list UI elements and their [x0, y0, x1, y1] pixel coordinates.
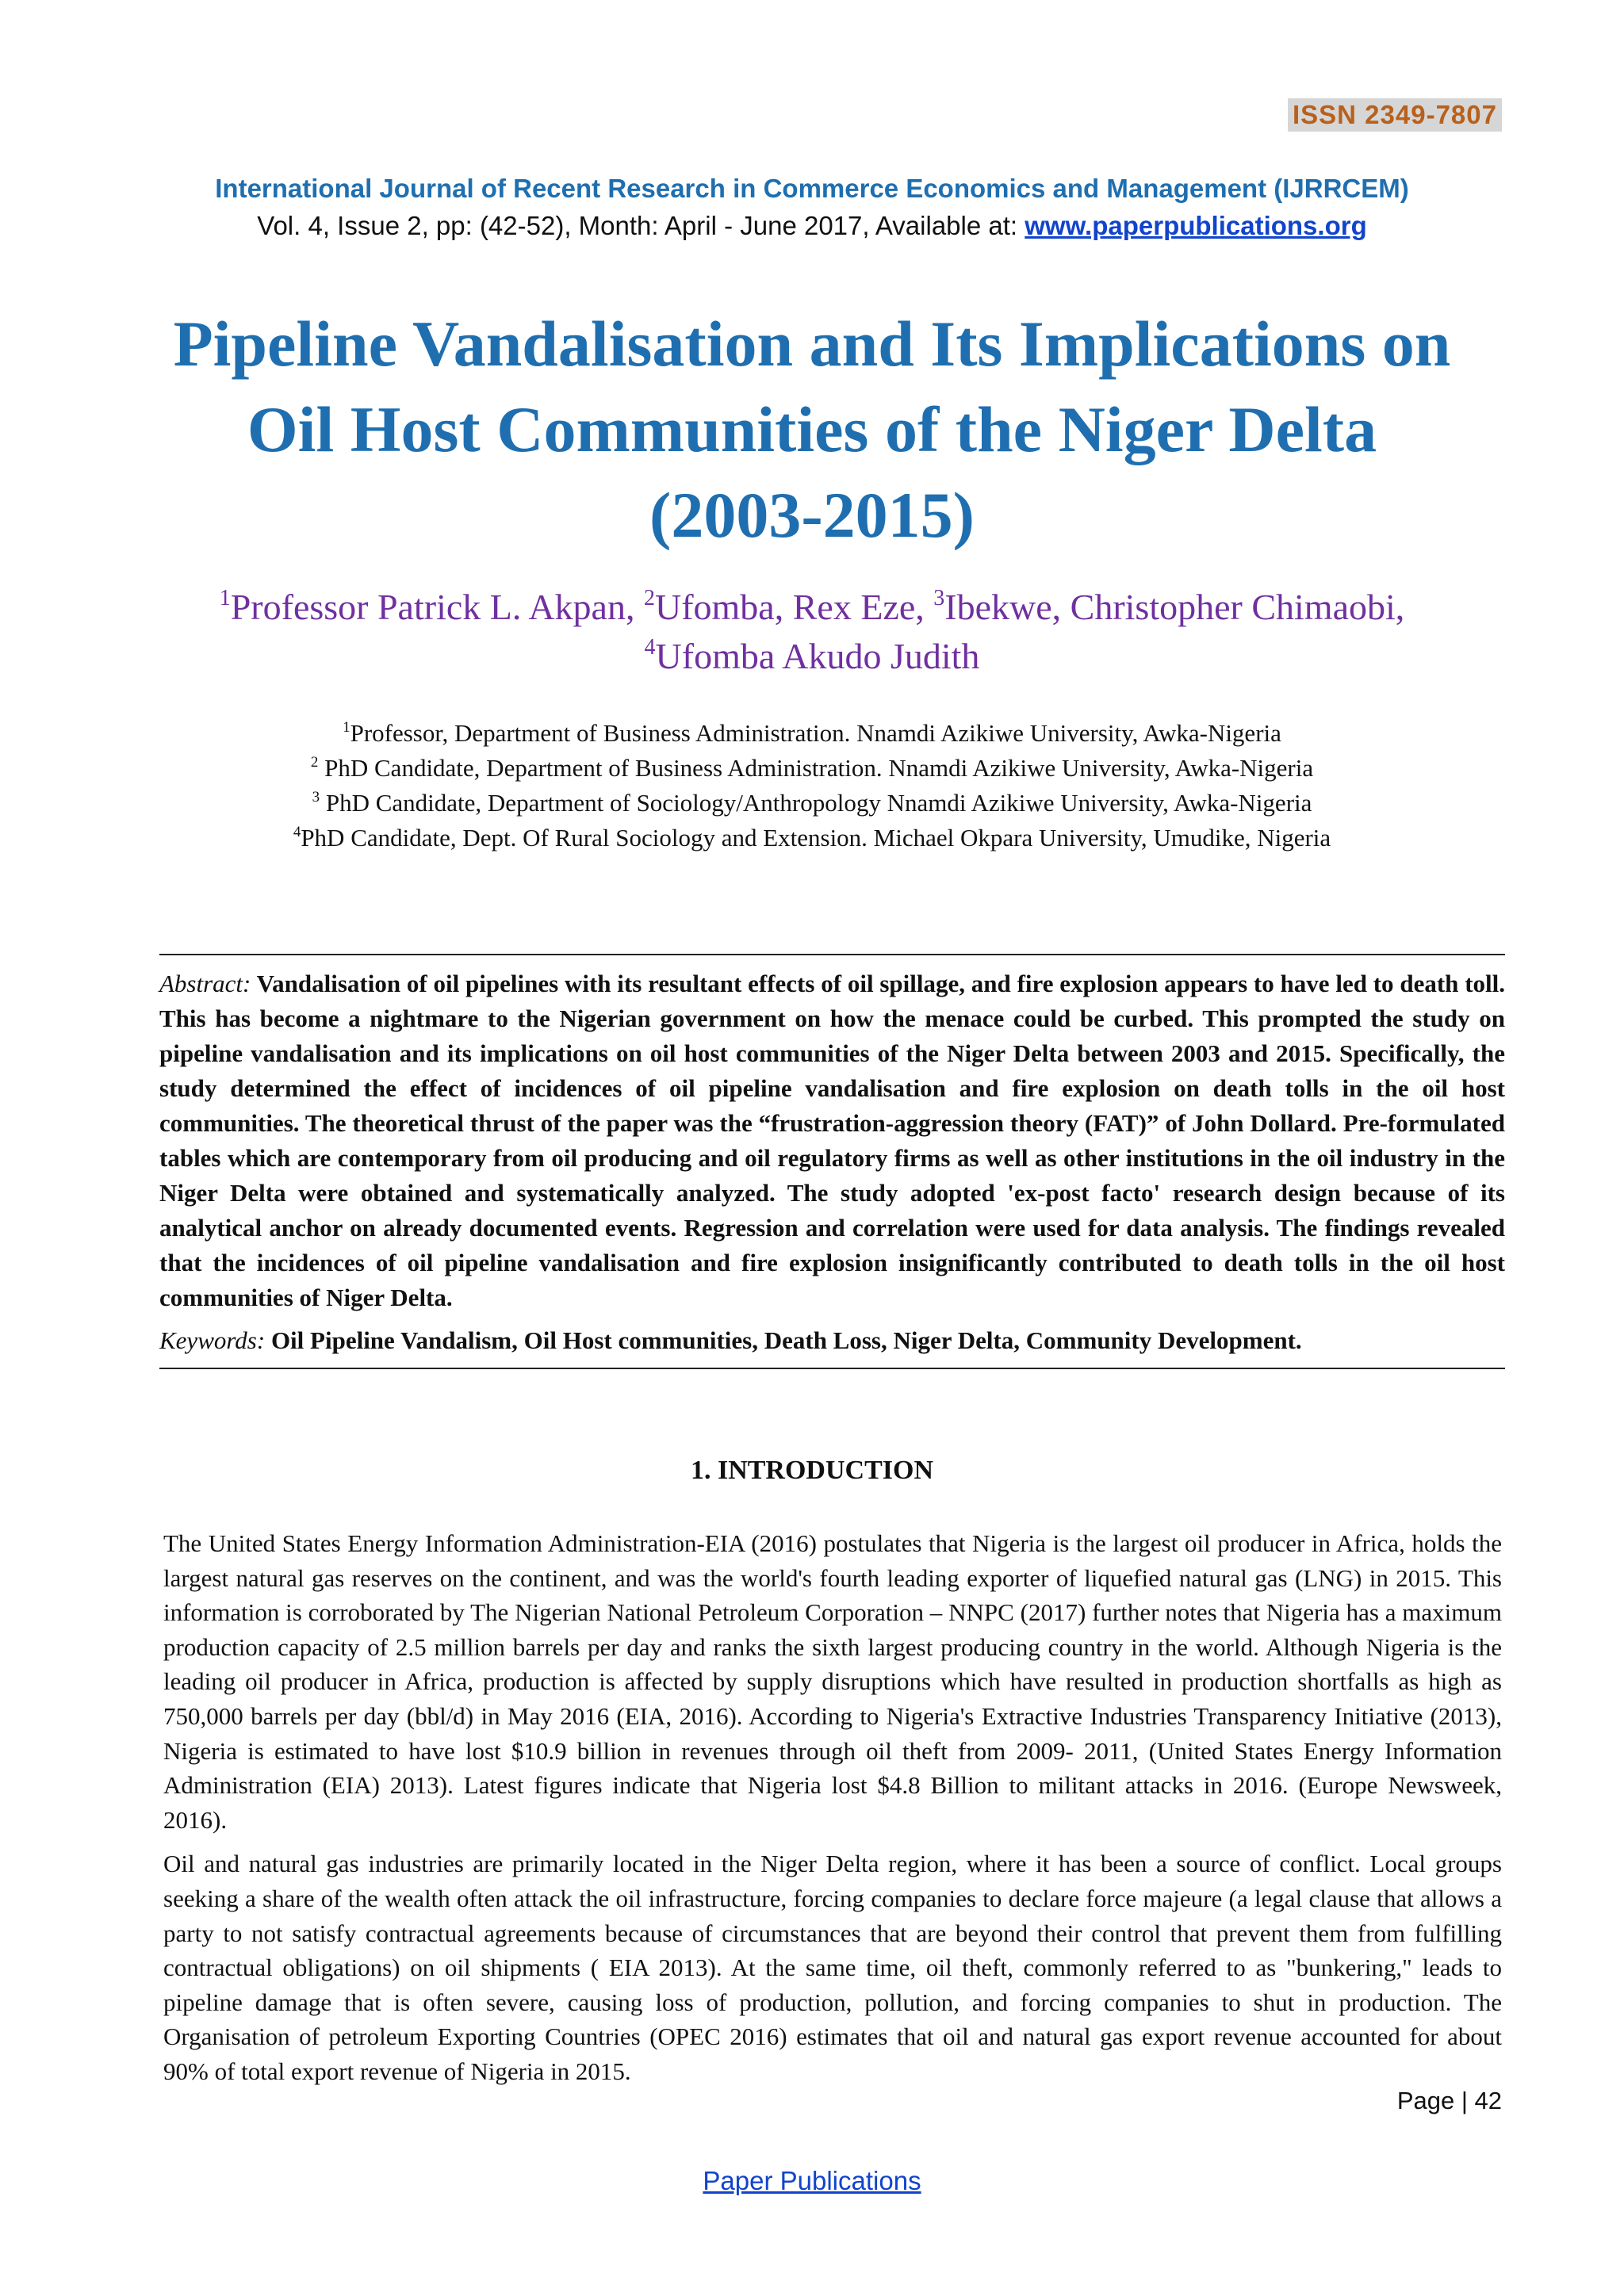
section-heading: 1. INTRODUCTION [690, 1456, 934, 1485]
volume-text: Vol. 4, Issue 2, pp: (42-52), Month: April - June 2017, Available at: [257, 211, 1025, 240]
abstract-label: Abstract: [159, 970, 251, 997]
affiliation-text: PhD Candidate, Department of Sociology/Anthropology Nnamdi Azikiwe University, Awka-Nigeria [320, 789, 1312, 817]
author-index: 1 [219, 586, 231, 610]
author-index: 2 [643, 586, 655, 610]
page-number: Page | 42 [1396, 2087, 1502, 2114]
author-name: Ufomba, Rex Eze, [654, 587, 934, 627]
author-index: 3 [933, 586, 945, 610]
keywords-label: Keywords: [159, 1326, 266, 1354]
affiliation [119, 786, 1505, 821]
journal-website-link[interactable]: www.paperpublications.org [1025, 211, 1367, 240]
affiliation [119, 751, 1505, 786]
paragraph: Oil and natural gas industries are primarily located in the Niger Delta region, where it has been a source of conflict. Local groups seeking a share of the wealth often attack the oil infrastructure, forcing companies to declare force majeure (a legal clause that allows a party to not satisfy contractual agreements because of circumstances that are beyond their control that prevent them from fulfilling contractual obligations) on oil shipments ( EIA 2013). At the same time, oil theft, commonly referred to as "bunkering," leads to pipeline damage that is often severe, causing loss of production, pollution, and forcing companies to shut in production. The Organisation of petroleum Exporting Countries (OPEC 2016) estimates that oil and natural gas export revenue accounted for about 90% of total export revenue of Nigeria in 2015. [163, 1850, 1502, 2085]
author-name: Ufomba Akudo Judith [655, 636, 980, 676]
keywords-text: Oil Pipeline Vandalism, Oil Host communities, Death Loss, Niger Delta, Community Development. [265, 1326, 1302, 1354]
issn-badge: ISSN 2349-7807 [1288, 98, 1502, 132]
abstract-section [159, 954, 1505, 1369]
abstract [159, 966, 1505, 1315]
affiliation-index: 2 [310, 754, 319, 771]
affiliation-text: PhD Candidate, Department of Business Administration. Nnamdi Azikiwe University, Awka-Nigeria [318, 754, 1314, 782]
keywords [159, 1323, 1505, 1358]
author-line [119, 583, 1505, 632]
body-text [163, 1526, 1502, 2099]
author-list [119, 583, 1505, 681]
author-name: Ibekwe, Christopher Chimaobi, [944, 587, 1405, 627]
title-line: Oil Host Communities of the Niger Delta [247, 393, 1377, 465]
affiliation-list [119, 716, 1505, 855]
affiliation-index: 3 [312, 789, 320, 806]
affiliation [119, 821, 1505, 855]
paper-title [119, 301, 1505, 558]
affiliation-text: PhD Candidate, Dept. Of Rural Sociology and Extension. Michael Okpara University, Umudike, Nigeria [301, 824, 1331, 851]
author-line [119, 632, 1505, 681]
title-line: Pipeline Vandalisation and Its Implications on [173, 308, 1451, 380]
abstract-text: Vandalisation of oil pipelines with its resultant effects of oil spillage, and fire explosion appears to have led to death toll. This has become a nightmare to the Nigerian government on how the menace could be curbed. This prompted the study on pipeline vandalisation and its implications on oil host communities of the Niger Delta between 2003 and 2015. Specifically, the study determined the effect of incidences of oil pipeline vandalisation and fire explosion on death tolls in the oil host communities. The theoretical thrust of the paper was the “frustration-aggression theory (FAT)” of John Dollard. Pre-formulated tables which are contemporary from oil producing and oil regulatory firms as well as other institutions in the oil industry in the Niger Delta were obtained and systematically analyzed. The study adopted 'ex-post facto' research design because of its analytical anchor on already documented events. Regression and correlation were used for data analysis. The findings revealed that the incidences of oil pipeline vandalisation and fire explosion insignificantly contributed to death tolls in the oil host communities of Niger Delta. [159, 970, 1505, 1311]
affiliation-text: Professor, Department of Business Administration. Nnamdi Azikiwe University, Awka-Nigeria [350, 719, 1281, 747]
title-line: (2003-2015) [649, 479, 975, 551]
journal-name: International Journal of Recent Research in Commerce Economics and Management (IJRRCEM) [215, 174, 1409, 203]
affiliation-index: 4 [293, 824, 301, 840]
author-name: Professor Patrick L. Akpan, [230, 587, 644, 627]
publisher-link[interactable]: Paper Publications [703, 2166, 921, 2195]
affiliation [119, 716, 1505, 751]
paragraph: The United States Energy Information Administration-EIA (2016) postulates that Nigeria is the largest oil producer in Africa, holds the largest natural gas reserves on the continent, and was the world's fourth leading exporter of liquefied natural gas (LNG) in 2015. This information is corroborated by The Nigerian National Petroleum Corporation – NNPC (2017) further notes that Nigeria has a maximum production capacity of 2.5 million barrels per day and ranks the sixth largest producing country in the world. Although Nigeria is the leading oil producer in Africa, production is affected by supply disruptions which have resulted in production shortfalls as high as 750,000 barrels per day (bbl/d) in May 2016 (EIA, 2016). According to Nigeria's Extractive Industries Transparency Initiative (2013), Nigeria is estimated to have lost $10.9 billion in revenues through oil theft from 2009- 2011, (United States Energy Information Administration (EIA) 2013). Latest figures indicate that Nigeria lost $4.8 Billion to militant attacks in 2016. (Europe Newsweek, 2016). [163, 1529, 1502, 1834]
author-index: 4 [644, 635, 656, 660]
volume-info [0, 211, 1624, 241]
footer [0, 2166, 1624, 2196]
affiliation-index: 1 [343, 719, 350, 736]
